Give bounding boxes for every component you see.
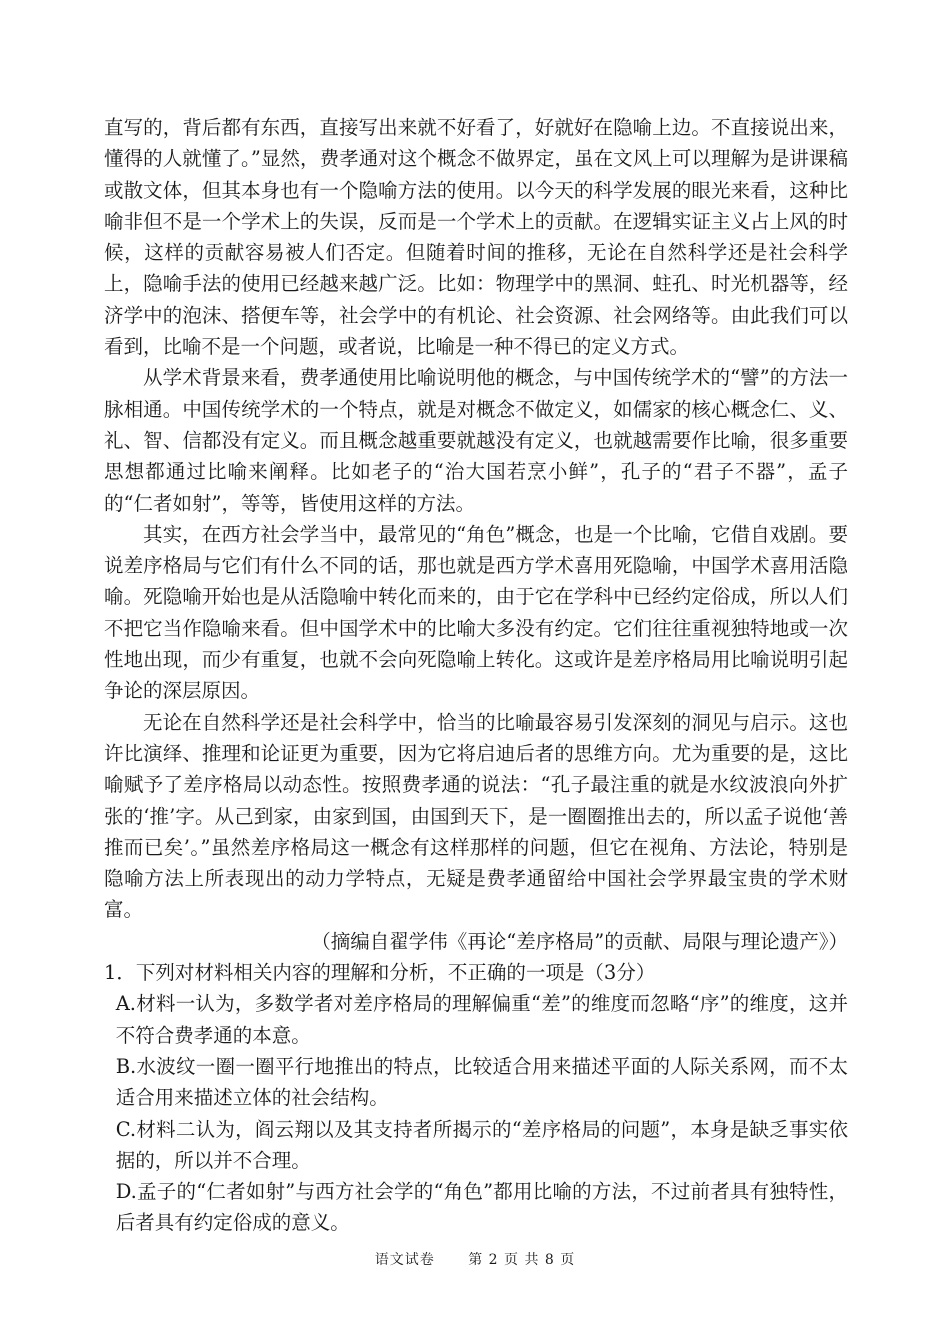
footer-subject: 语文试卷 (374, 1252, 435, 1268)
passage-paragraph-2: 从学术背景来看，费孝通使用比喻说明他的概念，与中国传统学术的“譬”的方法一脉相通。中国传统学术的一个特点，就是对概念不做定义，如儒家的核心概念仁、义、礼、智、信都没有定义。而且概念越重要就越没有定义，也就越需要作比喻，很多重要思想都通过比喻来阐释。比如老子的“治大国若烹小鲜”，孔子的“君子不器”，孟子的“仁者如射”，等等，皆使用这样的方法。 (104, 366, 848, 515)
question-option-b: B.水波纹一圈一圈平行地推出的特点，比较适合用来描述平面的人际关系网，而不太适合用来描述立体的社会结构。 (115, 1054, 848, 1110)
question-option-a: A.材料一认为，多数学者对差序格局的理解偏重“差”的维度而忽略“序”的维度，这并不符合费孝通的本意。 (115, 992, 848, 1047)
footer-page-number: 第 2 页 共 8 页 (468, 1252, 576, 1268)
question-option-c: C.材料二认为，阎云翔以及其支持者所揭示的“差序格局的问题”，本身是缺乏事实依据的，所以并不合理。 (115, 1117, 848, 1172)
page-footer (0, 1249, 950, 1269)
passage-paragraph-3: 其实，在西方社会学当中，最常见的“角色”概念，也是一个比喻，它借自戏剧。要说差序格局与它们有什么不同的话，那也就是西方学术喜用死隐喻，中国学术喜用活隐喻。死隐喻开始也是从活隐喻中转化而来的，由于它在学科中已经约定俗成，所以人们不把它当作隐喻来看。但中国学术中的比喻大多没有约定。它们往往重视独特地或一次性地出现，而少有重复，也就不会向死隐喻上转化。这或许是差序格局用比喻说明引起争论的深层原因。 (104, 522, 848, 703)
question-stem: 1．下列对材料相关内容的理解和分析，不正确的一项是（3分） (104, 961, 656, 985)
passage-source-citation: （摘编自翟学伟《再论“差序格局”的贡献、局限与理论遗产》） (311, 929, 848, 953)
passage-paragraph-4: 无论在自然科学还是社会科学中，恰当的比喻最容易引发深刻的洞见与启示。这也许比演绎、推理和论证更为重要，因为它将启迪后者的思维方向。尤为重要的是，这比喻赋予了差序格局以动态性。按照费孝通的说法：“孔子最注重的就是水纹波浪向外扩张的‘推’字。从己到家，由家到国，由国到天下，是一圈圈推出去的，所以孟子说他‘善推而已矣’。”虽然差序格局这一概念有这样那样的问题，但它在视角、方法论，特别是隐喻方法上所表现出的动力学特点，无疑是费孝通留给中国社会学界最宝贵的学术财富。 (104, 710, 848, 922)
exam-page-body (104, 112, 848, 1239)
question-option-d: D.孟子的“仁者如射”与西方社会学的“角色”都用比喻的方法，不过前者具有独特性，后者具有约定俗成的意义。 (115, 1180, 848, 1235)
passage-paragraph-1: 直写的，背后都有东西，直接写出来就不好看了，好就好在隐喻上边。不直接说出来，懂得的人就懂了。”显然，费孝通对这个概念不做界定，虽在文风上可以理解为是讲课稿或散文体，但其本身也有一个隐喻方法的使用。以今天的科学发展的眼光来看，这种比喻非但不是一个学术上的失误，反而是一个学术上的贡献。在逻辑实证主义占上风的时候，这样的贡献容易被人们否定。但随着时间的推移，无论在自然科学还是社会科学上，隐喻手法的使用已经越来越广泛。比如：物理学中的黑洞、蛀孔、时光机器等，经济学中的泡沫、搭便车等，社会学中的有机论、社会资源、社会网络等。由此我们可以看到，比喻不是一个问题，或者说，比喻是一种不得已的定义方式。 (104, 116, 848, 359)
